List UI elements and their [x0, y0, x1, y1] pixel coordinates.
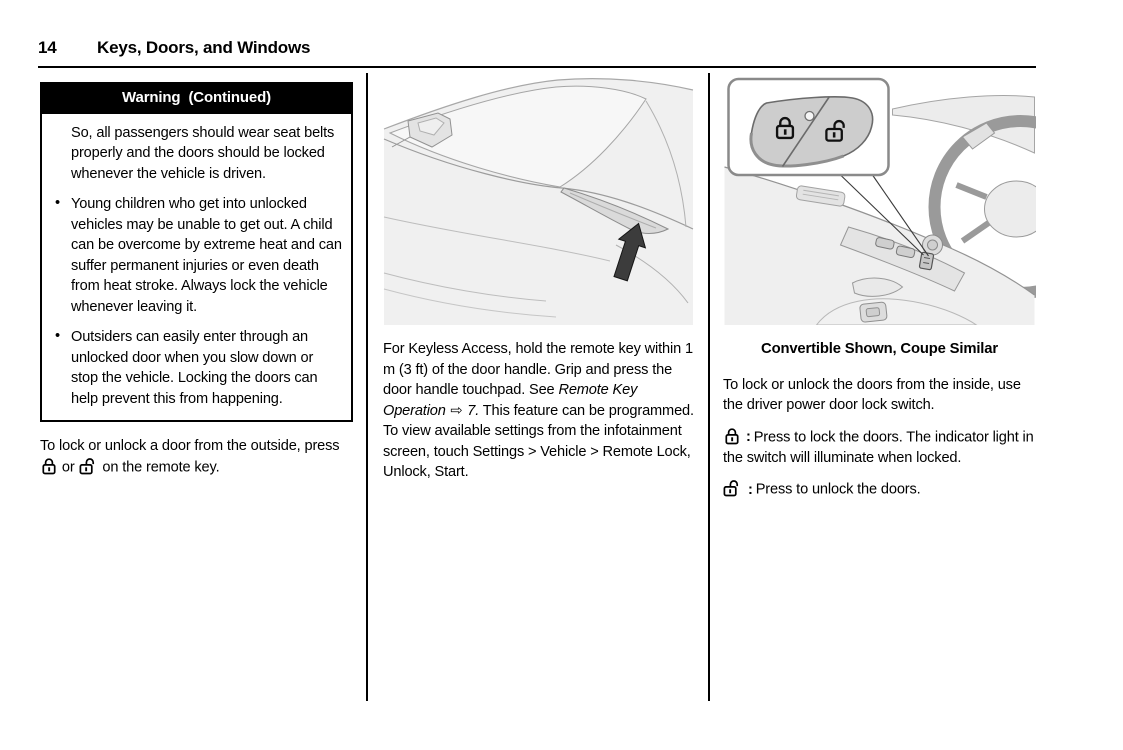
cross-reference-page: 7. — [467, 402, 480, 419]
warning-box-body — [42, 114, 351, 421]
cross-reference-arrow-icon: ⇨ — [445, 401, 468, 419]
outside-lock-paragraph — [40, 436, 353, 478]
unlock-item-text: Press to unlock the doors. — [755, 481, 921, 498]
lock-open-icon — [79, 457, 99, 475]
inside-lock-paragraph: To lock or unlock the doors from the inside, use the driver power door lock switch. — [723, 376, 1021, 413]
car-door-exterior-drawing — [383, 75, 694, 325]
lock-closed-icon — [40, 457, 58, 475]
keyless-text-after: This feature can be programmed. To view available settings from the infotainment screen, touch Settings > Vehicle > Remote Lock, Unlock, Start. — [383, 402, 694, 480]
seat-adjust-switch — [860, 302, 888, 323]
keyless-text-before: For Keyless Access, hold the remote key within 1 m (3 ft) of the door handle. Grip and press the door handle touchpad. See — [383, 341, 693, 398]
lock-item-colon: : — [746, 429, 751, 445]
unlock-item-colon: : — [748, 481, 753, 498]
keyless-access-paragraph — [383, 339, 694, 483]
column-divider-left — [366, 73, 368, 701]
warning-box-title: Warning (Continued) — [42, 84, 351, 114]
middle-column — [383, 75, 694, 494]
column-divider-right — [708, 73, 710, 701]
warning-bullet-item: • Outsiders can easily enter through an unlocked door when you slow down or stop the vehicle. Locking the doors can help prevent this from happening. — [71, 327, 343, 409]
lock-open-icon — [723, 479, 743, 497]
left-column — [40, 82, 353, 489]
indicator-light — [805, 112, 814, 121]
chapter-title: Keys, Doors, and Windows — [97, 38, 311, 57]
door-lock-switch-target — [919, 252, 934, 270]
warning-intro-paragraph: So, all passengers should wear seat belts properly and the doors should be locked whenever the vehicle is driven. — [71, 124, 335, 182]
lock-item-text: Press to lock the doors. The indicator light in the switch will illuminate when locked. — [723, 429, 1034, 466]
lock-closed-icon — [723, 427, 741, 445]
outside-lock-text-2: or — [58, 459, 79, 475]
right-column — [723, 75, 1036, 511]
page-header — [38, 38, 1036, 68]
outside-lock-text-3: on the remote key. — [98, 459, 220, 475]
outside-lock-text-1: To lock or unlock a door from the outside, press — [40, 438, 340, 454]
lock-switch-inset — [729, 79, 889, 175]
door-handle-illustration — [383, 75, 694, 325]
illustration-caption: Convertible Shown, Coupe Similar — [761, 341, 998, 357]
page-number: 14 — [38, 38, 57, 57]
warning-box — [40, 82, 353, 422]
cross-reference-title: Remote Key Operation — [383, 382, 638, 419]
warning-bullet-item: • Young children who get into unlocked vehicles may be unable to get out. A child can be overcome by extreme heat and can suffer permanent injuries or even death from heat stroke. Always lock the vehicle whenever leaving it. — [71, 194, 343, 317]
warning-bullet-list — [71, 194, 343, 409]
press-to-lock-item — [723, 427, 1036, 469]
interior-lock-switch-illustration — [723, 75, 1036, 325]
press-to-unlock-item — [723, 479, 1036, 500]
interior-door-panel-drawing — [723, 75, 1036, 325]
